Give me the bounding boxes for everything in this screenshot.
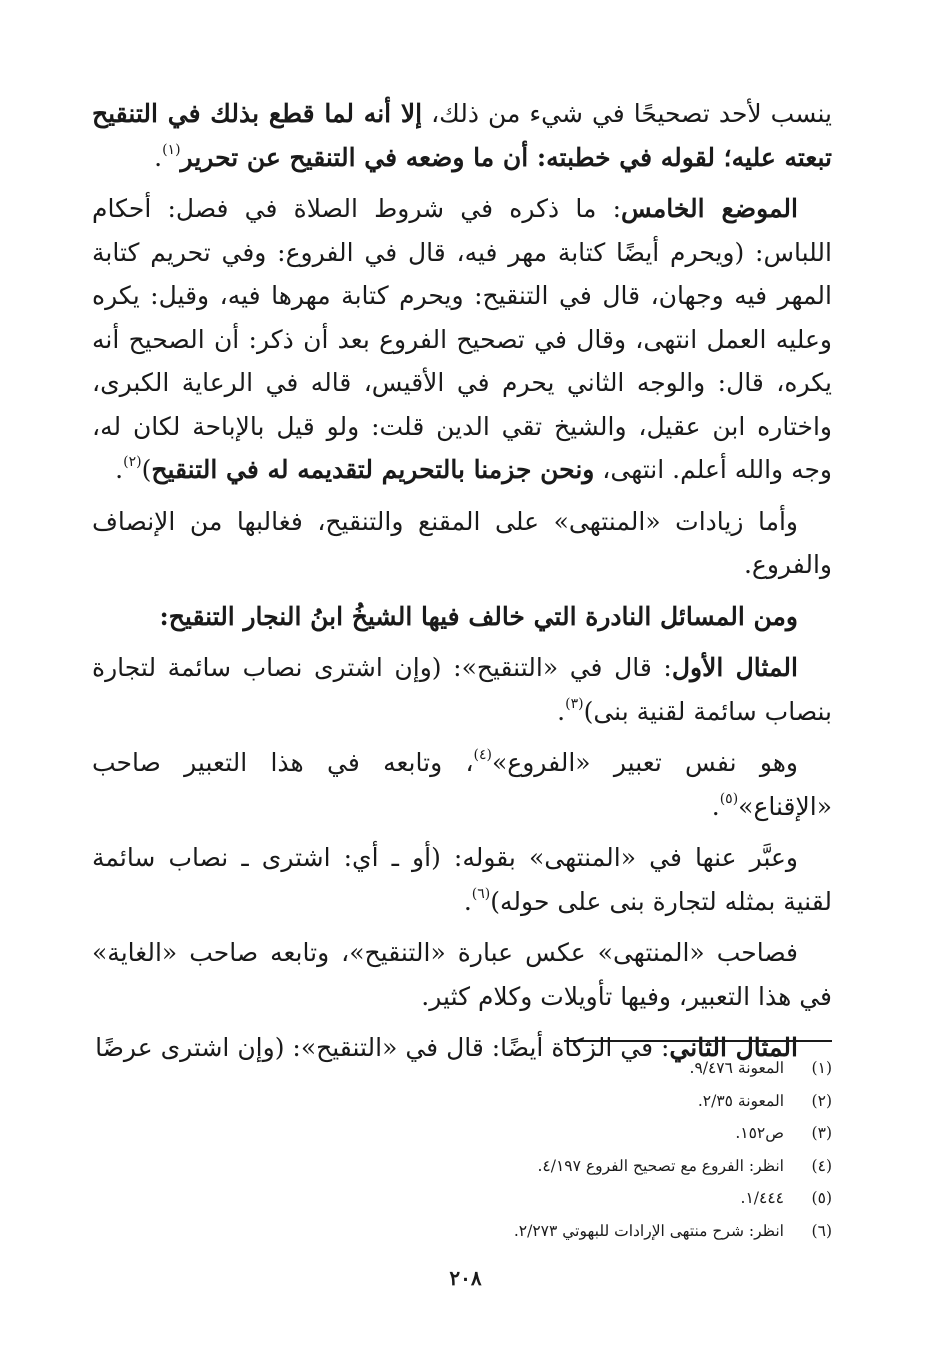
paragraph-7 [92, 836, 832, 923]
footnote-item [232, 1117, 832, 1150]
paragraph-4-heading: ومن المسائل النادرة التي خالف فيها الشيخُ ابنُ النجار التنقيح: [159, 601, 798, 631]
paragraph-1-text: ينسب لأحد تصحيحًا في شيء من ذلك، [422, 99, 833, 128]
footnote-ref-6: (٦) [471, 885, 491, 902]
footnote-number: (٥) [811, 1189, 832, 1208]
footnote-text: المعونة ٩/٤٧٦. [689, 1059, 784, 1077]
footnote-ref-3: (٣) [565, 695, 584, 712]
footnote-item [232, 1215, 832, 1248]
footnote-number: (٢) [811, 1091, 832, 1110]
paragraph-1-end: . [154, 142, 163, 172]
footnote-ref-4: (٤) [473, 747, 492, 763]
paragraph-2-heading: الموضع الخامس [621, 194, 798, 223]
paragraph-6 [92, 741, 832, 828]
page-body [92, 92, 832, 1078]
footnote-number: (١) [811, 1059, 832, 1077]
footnote-ref-2: (٢) [123, 454, 142, 470]
footnote-number: (٤) [811, 1156, 832, 1175]
paragraph-6-text-b: ، وتابعه في هذا التعبير صاحب «الإقناع» [92, 748, 832, 821]
paragraph-9-heading: المثال الثاني [669, 1033, 798, 1062]
paragraph-5-end: . [557, 696, 566, 726]
footnote-item [232, 1150, 832, 1183]
footnote-item [232, 1052, 832, 1085]
paragraph-7-end: . [463, 886, 472, 916]
paragraph-1 [92, 92, 832, 179]
footnote-number: (٦) [811, 1221, 832, 1240]
footnote-text: انظر: شرح منتهى الإرادات للبهوتي ٢/٢٧٣. [513, 1221, 784, 1240]
paragraph-3: وأما زيادات «المنتهى» على المقنع والتنقيح، فغالبها من الإنصاف والفروع. [92, 506, 832, 579]
paragraph-5-heading: المثال الأول [671, 653, 798, 682]
paragraph-1-bold: إلا أنه لما قطع بذلك في التنقيح تبعته عليه؛ لقوله في خطبته: أن ما وضعه في التنقيح عن تحرير [92, 99, 832, 172]
footnote-text: ١/٤٤٤. [740, 1189, 784, 1208]
paragraph-6-text-a: وهو نفس تعبير «الفروع» [492, 748, 798, 777]
footnote-item [232, 1085, 832, 1118]
footnote-item [232, 1182, 832, 1215]
paragraph-2-bold: ونحن جزمنا بالتحريم لتقديمه له في التنقيح [151, 455, 595, 484]
footnote-text: ص١٥٢. [735, 1124, 784, 1143]
paragraph-9-text: : في الزكاة أيضًا: قال في «التنقيح»: (وإن اشترى عرضًا [95, 1033, 670, 1062]
footnote-ref-1: (١) [162, 141, 181, 158]
footnote-text: انظر: الفروع مع تصحيح الفروع ٤/١٩٧. [537, 1156, 784, 1175]
paragraph-2 [92, 187, 832, 492]
footnote-text: المعونة ٢/٣٥. [697, 1091, 784, 1110]
paragraph-2-end: . [115, 455, 124, 484]
footnote-separator [564, 1040, 832, 1042]
paragraph-7-text: وعبَّر عنها في «المنتهى» بقوله: (أو ـ أي: اشترى ـ نصاب سائمة لقنية بمثله لتجارة بنى على حوله) [92, 843, 832, 916]
paragraph-5 [92, 646, 832, 733]
paragraph-6-end: . [711, 791, 720, 821]
footnote-number: (٣) [811, 1124, 832, 1143]
footnotes [232, 1052, 832, 1248]
paragraph-2-text: : ما ذكره في شروط الصلاة في فصل: أحكام اللباس: (ويحرم أيضًا كتابة مهر فيه، قال في الفروع: وفي تحريم كتابة المهر فيه وجهان، قال في التنقيح: ويحرم كتابة مهرها فيه، وقيل: يكره وعليه العمل انتهى، وقال في تصحيح الفروع بعد أن ذكر: أن الصحيح أنه يكره، قال: والوجه الثاني يحرم في الأقيس، قاله في الرعاية الكبرى، واختاره ابن عقيل، والشيخ تقي الدين قلت: ولو قيل بالإباحة لكان له، وجه والله أعلم. انتهى، [92, 194, 832, 484]
paragraph-5-text: : قال في «التنقيح»: (وإن اشترى نصاب سائمة لتجارة بنصاب سائمة لقنية بنى) [92, 653, 832, 726]
page-number: ٢٠٨ [449, 1266, 482, 1290]
paragraph-8: فصاحب «المنتهى» عكس عبارة «التنقيح»، وتابعه صاحب «الغاية» في هذا التعبير، وفيها تأويلات وكلام كثير. [92, 938, 832, 1011]
footnote-ref-5: (٥) [719, 790, 739, 807]
paragraph-2-close: ) [141, 455, 152, 484]
